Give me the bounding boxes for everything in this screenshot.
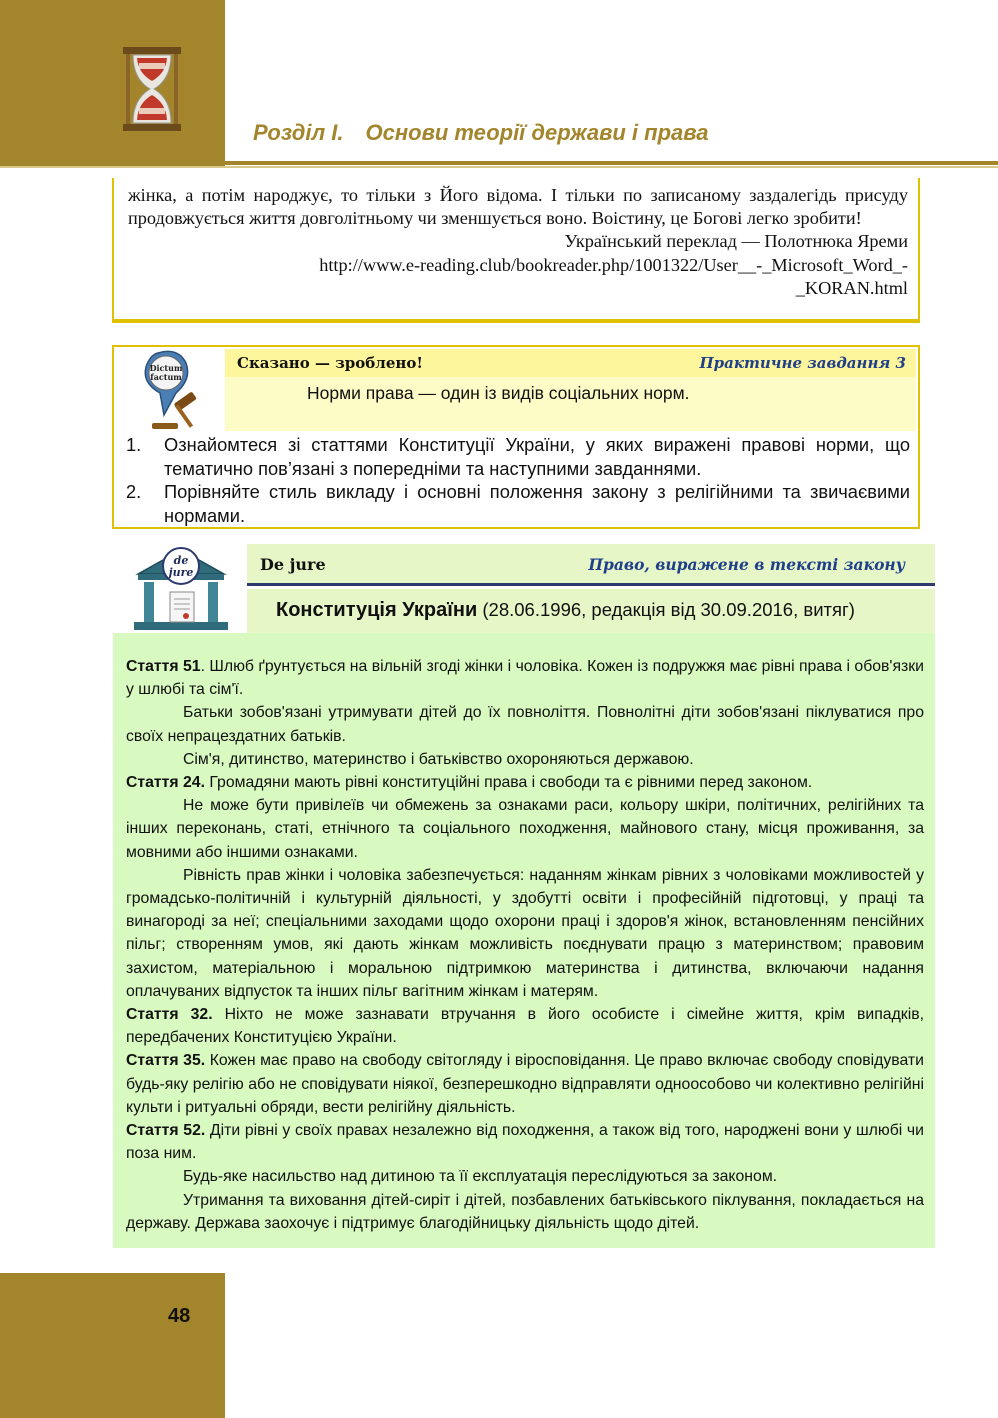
article-paragraph <box>126 1003 924 1049</box>
article-heading: Стаття 24. <box>126 774 205 792</box>
svg-text:factum: factum <box>150 372 182 382</box>
task-header <box>225 349 916 377</box>
article-heading: Стаття 51 <box>126 658 201 675</box>
article-heading: Стаття 32. <box>126 1006 213 1024</box>
article-paragraph <box>126 748 924 771</box>
article-paragraph <box>126 1165 924 1188</box>
article-text: Рівність прав жінки і чоловіка забезпечується: наданням жінкам рівних з чоловіками можливостей у громадсько-політичній і культурній діяльності, у здобутті освіти і професійній підготовці, у праці та винагороді за неї; спеціальними заходами щодо охорони праці і здоров'я жінок, встановленням пенсійних пільг; створенням умов, які дають жінкам можливість поєднувати працю з материнством; правовим захистом, матеріальною і моральною підтримкою материнства і дитинства, включаючи надання оплачуваних відпусток та інших пільг вагітним жінкам і матерям. <box>126 866 924 1000</box>
article-paragraph <box>126 655 924 701</box>
task-subtitle: Норми права — один із видів соціальних норм. <box>307 383 690 403</box>
article-text: Діти рівні у своїх правах незалежно від походження, а також від того, народжені вони у шлюбі чи поза ним. <box>126 1122 924 1163</box>
document-title-band <box>247 589 935 633</box>
article-paragraph <box>126 771 924 794</box>
article-paragraph <box>126 1049 924 1119</box>
article-paragraph <box>126 1189 924 1235</box>
list-item <box>124 480 910 527</box>
svg-text:Dictum: Dictum <box>149 363 183 373</box>
article-paragraph <box>126 701 924 747</box>
article-text: . Шлюб ґрунтується на вільній згоді жінки і чоловіка. Кожен із подружжя має рівні права і обов'язки у шлюбі та сім'ї. <box>126 658 924 699</box>
article-text: Сім'я, дитинство, материнство і батьківство охороняються державою. <box>183 750 694 768</box>
footer-gold-block <box>0 1273 225 1418</box>
task-number: Практичне завдання 3 <box>699 354 906 372</box>
document-name: Конституція України <box>276 599 478 621</box>
quote-url-line1: http://www.e-reading.club/bookreader.php/1001322/User__-_Microsoft_Word_- <box>319 254 908 275</box>
header-divider-thin <box>0 166 998 168</box>
hourglass-icon <box>121 45 183 133</box>
practical-task-box <box>112 345 920 529</box>
article-text: Утримання та виховання дітей-сиріт і дітей, позбавлених батьківського піклування, покладається на державу. Держава заохочує і підтримує благодійницьку діяльність щодо дітей. <box>126 1191 924 1232</box>
svg-text:de: de <box>173 554 189 567</box>
task-subtitle-band <box>225 377 916 431</box>
section-title: Основи теорії держави і права <box>365 120 709 145</box>
quote-translation: Український переклад — Полотнюка Яреми <box>564 231 908 252</box>
de-jure-caption: Право, виражене в тексті закону <box>588 555 905 574</box>
section-label: Розділ І. <box>253 120 344 145</box>
de-jure-building-icon <box>130 544 232 632</box>
task-list <box>124 433 910 527</box>
document-details: (28.06.1996, редакція від 30.09.2016, витяг) <box>477 599 855 620</box>
article-text: Не може бути привілеїв чи обмежень за ознаками раси, кольору шкіри, політичних, релігійних та інших переконань, статі, етнічного та соціального походження, майнового стану, місця проживання, за мовними або іншими ознаками. <box>126 797 924 861</box>
dictum-factum-icon <box>130 349 210 435</box>
article-paragraph <box>126 1119 924 1165</box>
article-heading: Стаття 52. <box>126 1122 206 1140</box>
header-divider <box>225 161 998 165</box>
list-item-text: Ознайомтеся зі статтями Конституції України, у яких виражені правові норми, що тематично пов’язані з попередніми та наступними завданнями. <box>164 434 910 479</box>
constitution-excerpt <box>113 633 935 1248</box>
article-paragraph <box>126 864 924 1003</box>
page-number: 48 <box>168 1305 191 1327</box>
article-text: Батьки зобов'язані утримувати дітей до їх повноліття. Повнолітні діти зобов'язані піклуватися про своїх непрацездатних батьків. <box>126 704 924 745</box>
header-gold-block <box>0 0 225 168</box>
list-item-number: 2. <box>126 481 142 502</box>
task-label: Сказано — зроблено! <box>237 354 423 372</box>
section-header <box>253 120 709 146</box>
article-text: Ніхто не може зазнавати втручання в його особисте і сімейне життя, крім випадків, передбачених Конституцією України. <box>126 1006 924 1047</box>
article-text: Громадяни мають рівні конституційні права і свободи та є рівними перед законом. <box>204 774 813 792</box>
article-text: Кожен має право на свободу світогляду і віросповідання. Це право включає свободу сповідувати будь-яку релігію або не сповідувати ніякої, безперешкодно відправляти одноособово чи колективно релігійні культи і ритуальні обряди, вести релігійну діяльність. <box>126 1052 924 1116</box>
de-jure-label: De jure <box>260 555 326 574</box>
list-item-text: Порівняйте стиль викладу і основні положення закону з релігійними та звичаєвими нормами. <box>164 481 910 526</box>
list-item-number: 1. <box>126 434 142 455</box>
article-heading: Стаття 35. <box>126 1052 206 1070</box>
quote-box <box>112 178 920 321</box>
list-item <box>124 433 910 480</box>
quote-text: жінка, а потім народжує, то тільки з Його відома. І тільки по записаному заздалегідь присуду продовжується життя довголітньому чи зменшується воно. Воістину, це Богові легко зробити! <box>128 185 908 229</box>
de-jure-header <box>247 544 935 586</box>
article-paragraph <box>126 794 924 864</box>
quote-url-line2: _KORAN.html <box>795 277 908 298</box>
document-title <box>276 599 855 622</box>
svg-text:jure: jure <box>168 566 194 579</box>
article-text: Будь-яке насильство над дитиною та її експлуатація переслідуються за законом. <box>183 1168 778 1186</box>
